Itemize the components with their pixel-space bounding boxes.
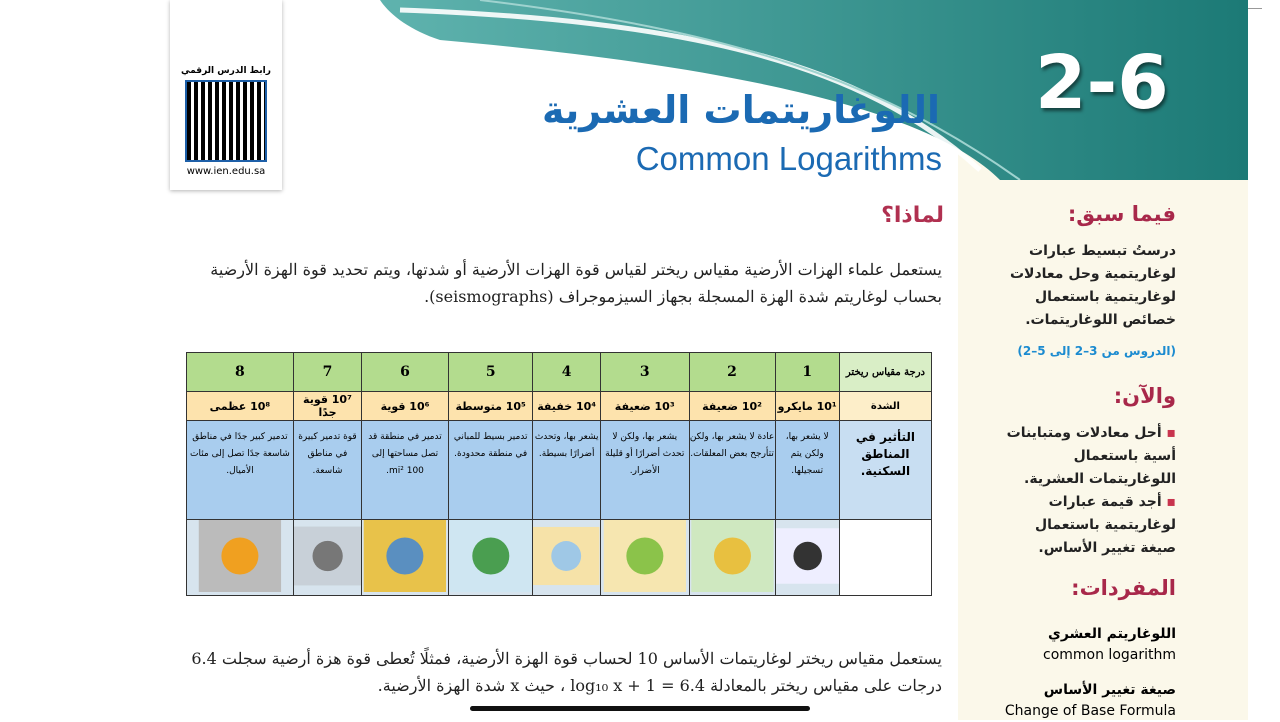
qr-card[interactable] bbox=[170, 0, 282, 190]
richter-image-cell bbox=[775, 520, 839, 596]
richter-intensity-cell: 10¹ مايكرو bbox=[775, 392, 839, 421]
richter-intensity-cell: 10⁷ قوية جدًا bbox=[293, 392, 361, 421]
window-icon bbox=[533, 520, 599, 592]
vocab-english: Change of Base Formula bbox=[1004, 703, 1176, 719]
richter-image-cell bbox=[600, 520, 689, 596]
richter-image-cell bbox=[293, 520, 361, 596]
richter-intensity-cell: 10⁸ عظمى bbox=[187, 392, 294, 421]
richter-degree-cell: 3 bbox=[600, 353, 689, 392]
vocab-arabic: اللوغاريتم العشري bbox=[1048, 626, 1176, 642]
richter-image-cell bbox=[187, 520, 294, 596]
richter-intensity-cell: 10² ضعيفة bbox=[689, 392, 775, 421]
vocab-item bbox=[1005, 680, 1176, 722]
richter-degree-cell: 4 bbox=[533, 353, 600, 392]
vocab-english: common logarithm bbox=[1043, 647, 1176, 663]
why-heading: لماذا؟ bbox=[881, 203, 944, 228]
vocab-arabic: صيغة تغيير الأساس bbox=[1043, 682, 1176, 698]
now-item: ▪ أجد قيمة عبارات لوغاريتمية باستعمال صيغة تغيير الأساس. bbox=[1006, 491, 1176, 560]
richter-degree-cell: 1 bbox=[775, 353, 839, 392]
why-text-line: بحساب لوغاريتم شدة الهزة المسجلة بجهاز السيزموجراف (seismographs). bbox=[424, 287, 942, 306]
bottom-text-line: يستعمل مقياس ريختر لوغاريتمات الأساس 10 لحساب قوة الهزة الأرضية، فمثلًا تُعطى قوة هزة أرضية سجلت 6.4 bbox=[191, 649, 942, 668]
before-line: لوغاريتمية باستعمال bbox=[1034, 289, 1176, 305]
before-reference: (الدروس من 3–2 إلى 5–2) bbox=[1017, 344, 1176, 358]
lesson-number: 2-6 bbox=[1035, 40, 1169, 126]
empty-cell bbox=[839, 520, 931, 596]
row-header-effect: التأثير في المناطق السكنية. bbox=[839, 421, 931, 520]
qr-url[interactable]: www.ien.edu.sa bbox=[186, 166, 266, 177]
richter-image-cell bbox=[362, 520, 449, 596]
qr-label: رابط الدرس الرقمي bbox=[181, 66, 271, 76]
now-list bbox=[1006, 422, 1176, 560]
qr-code-icon[interactable] bbox=[185, 80, 267, 162]
richter-intensity-cell: 10³ ضعيفة bbox=[600, 392, 689, 421]
now-item: ▪ أحل معادلات ومتباينات أسية باستعمال اللوغاريتمات العشرية. bbox=[1006, 422, 1176, 491]
before-line: لوغاريتمية وحل معادلات bbox=[1009, 266, 1176, 282]
richter-intensity-cell: 10⁶ قوية bbox=[362, 392, 449, 421]
richter-degree-cell: 6 bbox=[362, 353, 449, 392]
richter-intensity-cell: 10⁵ متوسطة bbox=[448, 392, 533, 421]
richter-effect-cell: يشعر بها، ولكن لا تحدث أضرارًا أو قليلة الأضرار. bbox=[600, 421, 689, 520]
seismograph-icon bbox=[776, 520, 839, 592]
now-heading: والآن: bbox=[1113, 384, 1176, 408]
building-icon bbox=[294, 520, 361, 592]
row-header-degree: درجة مقياس ريختر bbox=[839, 353, 931, 392]
row-header-intensity: الشدة bbox=[839, 392, 931, 421]
richter-image-cell bbox=[689, 520, 775, 596]
richter-image-cell bbox=[448, 520, 533, 596]
richter-effect-cell: يشعر بها، وتحدث أضرارًا بسيطة. bbox=[533, 421, 600, 520]
before-text bbox=[1010, 240, 1176, 332]
richter-degree-cell: 5 bbox=[448, 353, 533, 392]
fire-icon bbox=[187, 520, 293, 592]
hanging-lamp-icon bbox=[690, 520, 775, 592]
lesson-title-arabic: اللوغاريتمات العشرية bbox=[541, 88, 940, 132]
cracked-wall-icon bbox=[362, 520, 448, 592]
richter-image-cell bbox=[533, 520, 600, 596]
before-line: درستُ تبسيط عبارات bbox=[1029, 243, 1176, 259]
richter-effect-cell: تدمير في منطقة قد تصل مساحتها إلى 100 mi². bbox=[362, 421, 449, 520]
richter-effect-cell: تدمير بسيط للمباني في منطقة محدودة. bbox=[448, 421, 533, 520]
richter-degree-cell: 2 bbox=[689, 353, 775, 392]
before-line: خصائص اللوغاريتمات. bbox=[1025, 312, 1176, 328]
richter-effect-cell: لا يشعر بها، ولكن يتم تسجيلها. bbox=[775, 421, 839, 520]
richter-effect-cell: قوة تدمير كبيرة في مناطق شاسعة. bbox=[293, 421, 361, 520]
richter-intensity-cell: 10⁴ خفيفة bbox=[533, 392, 600, 421]
vocab-item bbox=[1043, 624, 1176, 666]
chair-icon bbox=[449, 520, 533, 592]
richter-degree-cell: 7 bbox=[293, 353, 361, 392]
why-text-line: يستعمل علماء الهزات الأرضية مقياس ريختر لقياس قوة الهزات الأرضية أو شدتها، ويتم تحديد قوة الهزة الأرضية bbox=[210, 260, 942, 279]
person-icon bbox=[601, 520, 689, 592]
bottom-text-line: درجات على مقياس ريختر بالمعادلة 6.4 = 1 + log₁₀ x ، حيث x شدة الهزة الأرضية. bbox=[377, 676, 942, 695]
richter-effect-cell: تدمير كبير جدًا في مناطق شاسعة جدًا تصل إلى مئات الأميال. bbox=[187, 421, 294, 520]
before-heading: فيما سبق: bbox=[1067, 202, 1176, 226]
vocab-heading: المفردات: bbox=[1071, 576, 1176, 600]
lesson-title-english: Common Logarithms bbox=[635, 140, 942, 177]
home-indicator[interactable] bbox=[470, 706, 810, 711]
richter-scale-table bbox=[186, 352, 932, 596]
richter-effect-cell: عادة لا يشعر بها، ولكن تتأرجح بعض المعلقات. bbox=[689, 421, 775, 520]
richter-degree-cell: 8 bbox=[187, 353, 294, 392]
